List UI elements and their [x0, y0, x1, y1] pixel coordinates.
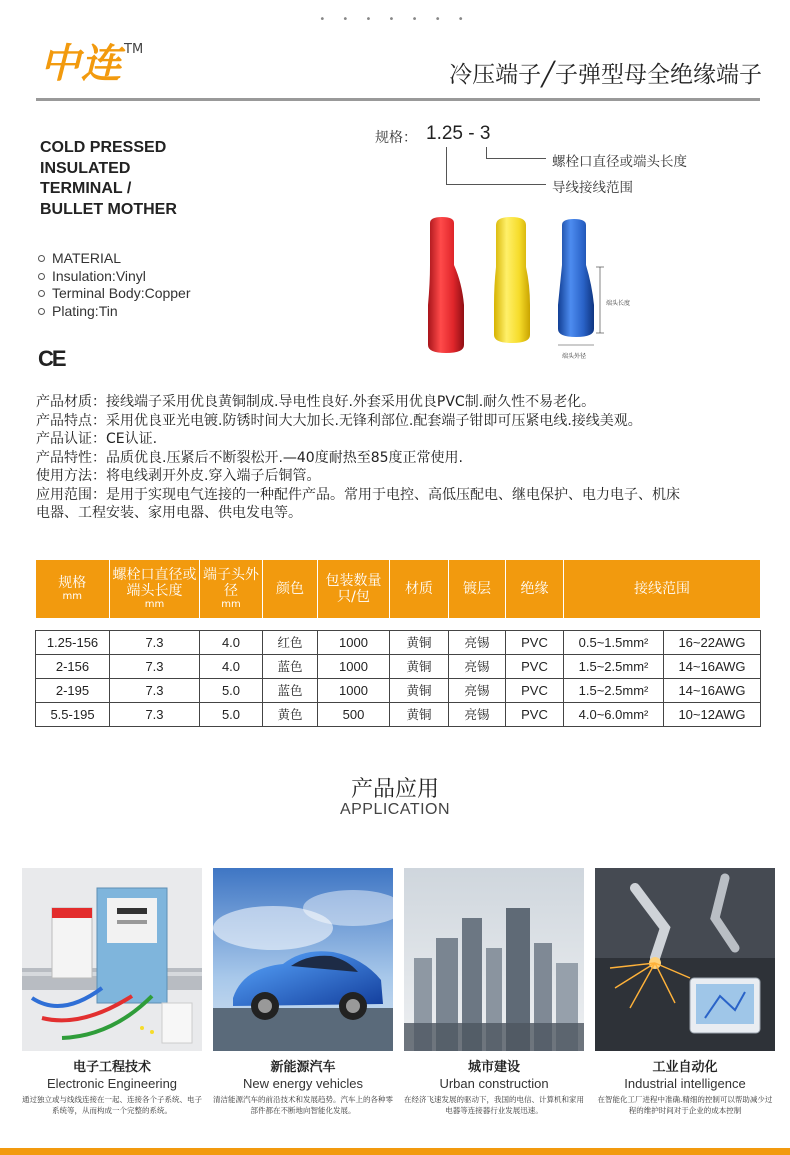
card-title: 新能源汽车	[270, 1060, 336, 1075]
leader-line	[486, 147, 487, 158]
bullet-icon	[38, 308, 45, 315]
header-material: 材质	[390, 560, 449, 618]
card-description: 通过独立或与线线连接在一起、连接各个子系统、电子系统等，从而构成一个完整的系统。	[22, 1095, 202, 1115]
card-description: 在经济飞速发展的驱动下，我国的电信、计算机和家用电器等连接器行业发展迅速。	[404, 1095, 584, 1115]
application-card-electronic	[22, 868, 202, 1116]
label-length: 端头长度	[606, 300, 631, 307]
blue-terminal	[558, 219, 594, 337]
product-name-en	[40, 138, 240, 220]
product-name-line: COLD PRESSED	[40, 139, 167, 156]
ce-mark-icon: CE	[38, 346, 65, 371]
bullet-icon	[38, 290, 45, 297]
label-diameter: 端头外径	[562, 353, 587, 360]
card-title-en: Urban construction	[439, 1076, 549, 1091]
card-description: 清洁能源汽车的前沿技术和发展趋势。汽车上的各种零部件都在不断地向智能化发展。	[213, 1095, 393, 1115]
description-line: 应用范围：是用于实现电气连接的一种配件产品。常用于电控、高低压配电、继电保护、电力电子、机床	[36, 486, 680, 503]
bullet-icon	[38, 255, 45, 262]
spec-note-bolt: 螺栓口直径或端头长度	[552, 154, 687, 170]
leader-line	[446, 184, 546, 185]
title-divider	[36, 98, 760, 101]
product-name-line: INSULATED	[40, 159, 131, 177]
description-line: 产品特性：品质优良.压紧后不断裂松开.—40度耐热至85度正常使用.	[36, 449, 463, 466]
page-title: 冷压端子╱子弹型母全绝缘端子	[449, 62, 762, 88]
yellow-terminal	[494, 217, 530, 343]
description-line: 产品认证：CE认证.	[36, 431, 158, 447]
material-list	[38, 250, 191, 320]
card-title: 城市建设	[467, 1060, 520, 1075]
table-row: 5.5-195 7.3 5.0 黄色 500 黄铜 亮锡 PVC 4.0~6.0mm² 10~12AWG	[36, 702, 761, 726]
header-package: 包装数量只/包	[318, 560, 390, 618]
card-title-en: Electronic Engineering	[46, 1076, 178, 1091]
card-title-en: Industrial intelligence	[624, 1076, 746, 1091]
header-plating: 镀层	[449, 560, 506, 618]
bullet-terminal-illustration	[378, 205, 660, 373]
description-line: 产品特点：采用优良亚光电镀.防锈时间大大加长.无锋利部位.配套端子钳即可压紧电线.接线美观。	[36, 412, 642, 429]
card-description: 在智能化工厂进程中准确.精细的控制可以帮助减少过程的维护时间对于企业的成本控制	[597, 1095, 773, 1115]
product-description	[36, 393, 766, 523]
header-diameter: 端子头外径 mm	[200, 560, 263, 618]
sports-car-illustration	[213, 868, 393, 1051]
card-title-en: New energy vehicles	[243, 1076, 363, 1091]
red-terminal	[428, 217, 464, 353]
list-item: Insulation:Vinyl	[38, 268, 191, 286]
leader-line	[486, 158, 546, 159]
spec-note-wire: 导线接线范围	[552, 180, 633, 196]
bullet-icon	[38, 273, 45, 280]
card-title: 电子工程技术	[72, 1060, 151, 1075]
header-color: 颜色	[263, 560, 318, 618]
bottom-accent-bar	[0, 1148, 790, 1155]
brand-logo	[40, 40, 143, 88]
list-item: Terminal Body:Copper	[38, 285, 191, 303]
description-line: 产品材质：接线端子采用优良黄铜制成.导电性良好.外套采用优良PVC制.耐久性不易老化。	[36, 394, 596, 410]
table-row: 1.25-156 7.3 4.0 红色 1000 黄铜 亮锡 PVC 0.5~1.5mm² 16~22AWG	[36, 630, 761, 654]
table-row: 2-195 7.3 5.0 蓝色 1000 黄铜 亮锡 PVC 1.5~2.5mm² 14~16AWG	[36, 678, 761, 702]
header-insulation: 绝缘	[506, 560, 564, 618]
urban-construction-image	[404, 868, 584, 1051]
electronic-engineering-image	[22, 868, 202, 1051]
trademark-mark: TM	[124, 42, 144, 57]
application-card-vehicle	[213, 868, 393, 1116]
new-energy-vehicle-image	[213, 868, 393, 1051]
leader-line	[446, 147, 447, 184]
product-name-line: BULLET MOTHER	[40, 200, 177, 218]
industrial-automation-image	[595, 868, 775, 1051]
application-title: 产品应用	[350, 777, 439, 802]
description-line: 使用方法：将电线剥开外皮.穿入端子后铜管。	[36, 468, 321, 484]
table-row: 2-156 7.3 4.0 蓝色 1000 黄铜 亮锡 PVC 1.5~2.5mm² 14~16AWG	[36, 654, 761, 678]
brand-name: 中连	[40, 41, 122, 87]
description-line: 电器、工程安装、家用电器、供电发电等。	[36, 505, 302, 521]
spec-label: 规格：	[375, 130, 417, 146]
list-item: MATERIAL	[38, 250, 191, 268]
robot-arm-illustration	[595, 868, 775, 1051]
header-spec: 规格 mm	[36, 560, 110, 618]
header-wire-range: 接线范围	[564, 560, 761, 618]
header-bolt: 螺栓口直径或端头长度 mm	[110, 560, 200, 618]
application-card-urban	[404, 868, 584, 1116]
din-rail-illustration	[22, 868, 202, 1051]
product-name-line: TERMINAL /	[40, 180, 132, 197]
spec-table	[35, 560, 761, 727]
application-card-industrial	[595, 868, 775, 1116]
application-subtitle: APPLICATION	[339, 801, 451, 818]
top-dots: • • • • • • •	[319, 14, 471, 25]
table-header-row	[36, 560, 761, 618]
spec-code: 1.25 - 3	[426, 123, 491, 144]
list-item: Plating:Tin	[38, 303, 191, 321]
card-title: 工业自动化	[652, 1060, 718, 1075]
product-image	[378, 205, 660, 373]
city-skyline-illustration	[404, 868, 584, 1051]
